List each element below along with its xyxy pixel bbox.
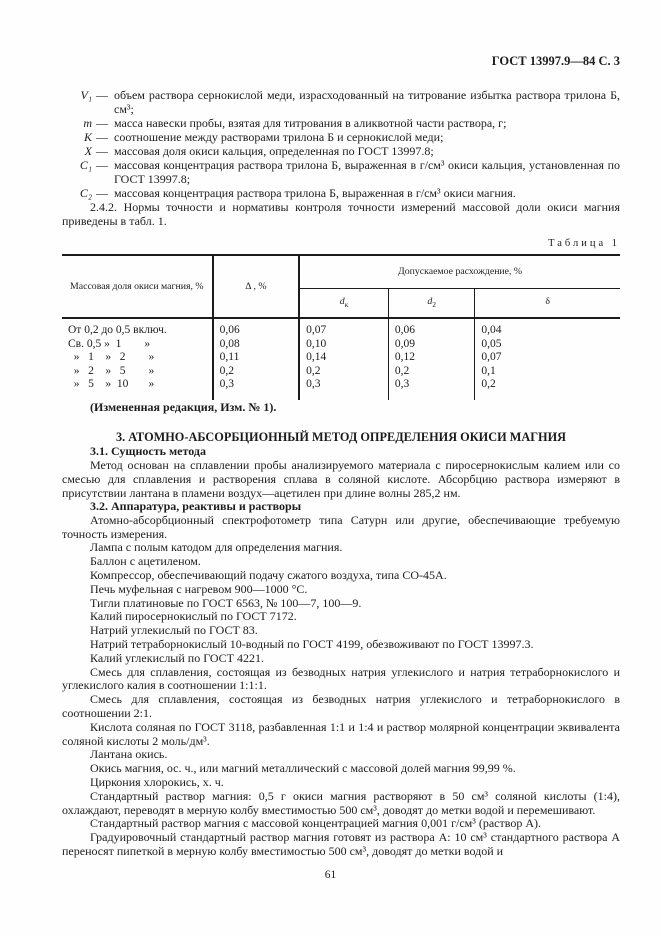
definition-item [62, 186, 620, 200]
definition-dash: — [96, 158, 108, 172]
section-32-paragraph: Стандартный раствор магния с массовой концентрацией магния 0,001 г/см³ (раствор А). [90, 816, 541, 831]
cell-d2: 0,3 [388, 378, 474, 400]
definition-item [62, 116, 620, 130]
definition-text: массовая концентрация раствора трилона Б, выраженная в г/см³ окиси магния. [114, 186, 516, 200]
section-32-paragraph: Градуировочный стандартный раствор магния готовят из раствора А: 10 см³ стандартного раствора А переносят пипеткой в мерную колбу вместимостью 500 см³, доводят до метки водой и [62, 830, 620, 858]
cell-d2: 0,2 [388, 365, 474, 379]
section-32-paragraph: Лампа с полым катодом для определения магния. [90, 540, 343, 555]
section-32 [62, 500, 620, 859]
definition-text: объем раствора сернокислой меди, израсходованный на титрование избытка раствора трилона Б, см³; [114, 88, 620, 116]
cell-d2: 0,06 [388, 318, 474, 338]
col-header-d2 [388, 289, 474, 319]
definition-dash: — [96, 88, 108, 102]
section-31-heading: 3.1. Сущность метода [90, 443, 206, 458]
dk-symbol: d [339, 295, 345, 307]
section-32-paragraph: Атомно-абсорбционный спектрофотометр типа Сатурн или другие, обеспечивающие требуемую точность измерения. [62, 512, 620, 541]
definition-dash: — [96, 186, 108, 200]
cell-dk: 0,10 [299, 338, 388, 352]
table-row [62, 351, 620, 365]
d2-subscript: 2 [432, 299, 436, 309]
section-32-paragraph: Баллон с ацетиленом. [90, 554, 201, 569]
d2-symbol: d [427, 295, 433, 307]
cell-delta: 0,2 [213, 365, 299, 379]
table-row [62, 338, 620, 352]
section-32-paragraph: Лантана окись. [90, 747, 168, 762]
table-header-row [62, 255, 620, 289]
cell-sigma: 0,07 [481, 351, 502, 364]
cell-sigma: 0,04 [481, 324, 502, 336]
table-row [62, 378, 620, 400]
definition-text: массовая концентрация раствора трилона Б, выраженная в г/см³ окиси кальция, установленная по ГОСТ 13997.8; [114, 158, 620, 186]
col-header-mass-fraction: Массовая доля окиси магния, % [62, 255, 213, 318]
amendment-note: (Измененная редакция, Изм. № 1). [90, 399, 277, 414]
running-header: ГОСТ 13997.9—84 С. 3 [491, 54, 620, 68]
table-row [62, 365, 620, 379]
section-32-paragraph: Стандартный раствор магния: 0,5 г окиси магния растворяют в 50 см³ соляной кислоты (1:4), охлаждают, переводят в мерную колбу вместимостью 500 см³, доводят до метки водой и перемешивают. [62, 788, 620, 817]
section-32-heading: 3.2. Аппаратура, реактивы и растворы [90, 498, 302, 513]
cell-sigma: 0,05 [481, 337, 502, 350]
definition-text: соотношение между растворами трилона Б и сернокислой меди; [114, 130, 444, 144]
section-32-paragraph: Калий углекислый по ГОСТ 4221. [90, 650, 264, 665]
cell-range: » 2 » 5 » [62, 365, 213, 379]
table-row [62, 318, 620, 338]
section-32-paragraph: Компрессор, обеспечивающий подачу сжатого воздуха, типа СО-45А. [90, 567, 447, 582]
cell-range: » 5 » 10 » [62, 378, 213, 400]
cell-delta: 0,08 [213, 338, 299, 352]
definition-text: массовая доля окиси кальция, определенная по ГОСТ 13997.8; [114, 144, 434, 158]
cell-dk: 0,14 [299, 351, 388, 365]
definition-term: V₁ [80, 88, 92, 102]
section-31-body: Метод основан на сплавлении пробы анализируемого материала с пиросернокислым калием или со смесью для сплавления и растворения сплава в соляной кислоте. Абсорбцию раствора измеряют в присутствии лантана в пламени воздух—ацетилен при длине волны 285,2 нм. [62, 457, 620, 500]
dk-subscript: к [344, 299, 349, 309]
section-32-paragraph: Циркония хлорокись, х. ч. [90, 774, 224, 789]
table-caption: Таблица 1 [548, 238, 620, 249]
cell-dk: 0,07 [299, 318, 388, 338]
section-32-paragraph: Натрий углекислый по ГОСТ 83. [90, 623, 258, 638]
definition-text: масса навески пробы, взятая для титрования в аликвотной части раствора, г; [114, 116, 507, 130]
clause-242: 2.4.2. Нормы точности и нормативы контроля точности измерений массовой доли окиси магния приведены в табл. 1. [62, 200, 620, 228]
cell-range: От 0,2 до 0,5 включ. [62, 318, 213, 338]
cell-range: » 1 » 2 » [62, 351, 213, 365]
definition-term: X [84, 144, 92, 158]
table-body [62, 318, 620, 400]
table-header [62, 255, 620, 318]
cell-sigma: 0,1 [481, 364, 496, 377]
definition-item [62, 158, 620, 186]
cell-delta: 0,11 [213, 351, 299, 365]
tolerance-table [62, 254, 620, 400]
definition-item [62, 130, 620, 144]
definition-item [62, 144, 620, 158]
cell-delta: 0,06 [213, 318, 299, 338]
section-32-paragraph: Печь муфельная с нагревом 900—1000 °С. [90, 581, 308, 596]
col-header-delta: Δ , % [213, 255, 299, 318]
section-32-paragraph: Калий пиросернокислый по ГОСТ 7172. [90, 609, 297, 624]
col-header-sigma [475, 289, 620, 319]
section-32-paragraph: Кислота соляная по ГОСТ 3118, разбавленная 1:1 и 1:4 и раствор молярной концентрации эквивалента соляной кислоты 2 моль/дм³. [62, 719, 620, 748]
cell-delta: 0,3 [213, 378, 299, 400]
definition-dash: — [96, 116, 108, 130]
definition-term: C₂ [79, 186, 92, 200]
definition-dash: — [96, 130, 108, 144]
section-32-paragraph: Тигли платиновые по ГОСТ 6563, № 100—7, 100—9. [90, 595, 362, 610]
cell-dk: 0,3 [299, 378, 388, 400]
definition-dash: — [96, 144, 108, 158]
definition-term: m [83, 116, 92, 130]
col-header-group: Допускаемое расхождение, % [299, 255, 620, 289]
cell-range: Св. 0,5 » 1 » [62, 338, 213, 352]
cell-dk: 0,2 [299, 365, 388, 379]
sigma-symbol: δ [545, 295, 550, 307]
cell-sigma: 0,2 [481, 378, 496, 391]
definitions-list [62, 88, 620, 200]
definition-term: C₁ [79, 158, 92, 172]
cell-d2: 0,12 [388, 351, 474, 365]
page-number: 61 [324, 869, 337, 881]
section-32-paragraph: Смесь для сплавления, состоящая из безводных натрия углекислого и тетраборнокислого в соотношении 2:1. [62, 692, 620, 720]
definition-item [62, 88, 620, 116]
definition-term: K [83, 130, 92, 144]
section-32-paragraph: Смесь для сплавления, состоящая из безводных натрия углекислого и натрия тетраборнокислого и углекислого калия в соотношении 1:1:1. [62, 664, 620, 693]
section-3-title: 3. АТОМНО-АБСОРБЦИОННЫЙ МЕТОД ОПРЕДЕЛЕНИЯ ОКИСИ МАГНИЯ [115, 429, 567, 444]
section-32-paragraph: Окись магния, ос. ч., или магний металлический с массовой долей магния 99,99 %. [90, 761, 516, 776]
section-32-paragraph: Натрий тетраборнокислый 10-водный по ГОСТ 4199, обезвоживают по ГОСТ 13997.3. [90, 636, 534, 651]
col-header-dk [299, 289, 388, 319]
cell-d2: 0,09 [388, 338, 474, 352]
